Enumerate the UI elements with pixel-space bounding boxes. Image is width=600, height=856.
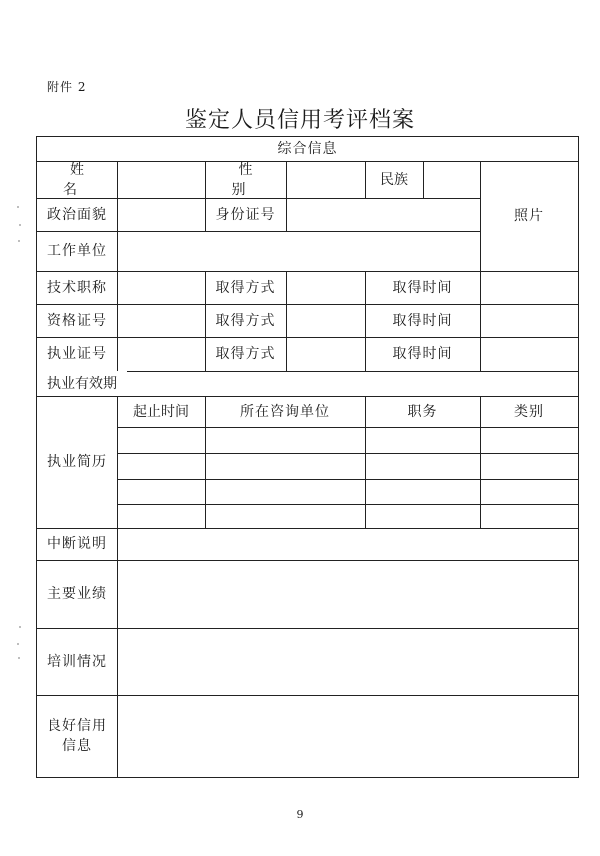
name-value[interactable] [117, 161, 205, 198]
id-number-value[interactable] [286, 198, 480, 231]
main-achievements-value[interactable] [117, 560, 578, 628]
resume-category-cell[interactable] [480, 427, 578, 453]
main-achievements-label: 主要业绩 [47, 586, 107, 602]
resume-position-cell[interactable] [365, 427, 480, 453]
position-header: 职务 [407, 403, 438, 420]
gender-label: 性 别 [231, 161, 267, 198]
obtain-method-label: 取得方式 [215, 279, 276, 296]
qualification-cert-label: 资格证号 [47, 312, 107, 329]
interruption-note-label: 中断说明 [47, 536, 107, 552]
binding-mark [19, 626, 21, 628]
credit-evaluation-form [36, 136, 579, 778]
ethnicity-value[interactable] [423, 161, 480, 198]
binding-mark [18, 657, 20, 659]
resume-unit-cell[interactable] [205, 479, 365, 504]
good-credit-value[interactable] [117, 695, 578, 777]
practice-resume-label: 执业简历 [47, 454, 107, 470]
obtain-method-value[interactable] [286, 271, 365, 304]
resume-position-cell[interactable] [365, 453, 480, 479]
resume-unit-cell[interactable] [205, 453, 365, 479]
resume-time-cell[interactable] [117, 479, 205, 504]
document-title: 鉴定人员信用考评档案 [184, 108, 415, 133]
name-label: 姓 名 [63, 161, 98, 198]
binding-mark [17, 206, 19, 208]
technical-title-value[interactable] [117, 271, 205, 304]
id-number-label: 身份证号 [215, 206, 276, 223]
resume-unit-cell[interactable] [205, 504, 365, 528]
resume-time-cell[interactable] [117, 504, 205, 528]
resume-unit-cell[interactable] [205, 427, 365, 453]
gender-value[interactable] [286, 161, 365, 198]
employer-value[interactable] [117, 231, 480, 271]
binding-mark [17, 643, 19, 645]
page-number: 9 [296, 808, 304, 821]
obtain-method-value[interactable] [286, 337, 365, 371]
resume-position-cell[interactable] [365, 479, 480, 504]
obtain-time-value[interactable] [480, 304, 578, 337]
obtain-time-value[interactable] [480, 271, 578, 304]
political-status-label: 政治面貌 [47, 206, 107, 223]
qualification-cert-value[interactable] [117, 304, 205, 337]
technical-title-label: 技术职称 [47, 279, 107, 296]
resume-category-cell[interactable] [480, 453, 578, 479]
binding-mark [18, 240, 20, 242]
practice-validity-value[interactable] [127, 371, 578, 396]
resume-category-cell[interactable] [480, 479, 578, 504]
practice-validity-label: 执业有效期 [37, 371, 127, 396]
obtain-method-label: 取得方式 [215, 312, 276, 329]
employer-label: 工作单位 [47, 243, 107, 259]
training-label: 培训情况 [47, 653, 107, 670]
practice-cert-value[interactable] [117, 337, 205, 371]
obtain-time-value[interactable] [480, 337, 578, 371]
obtain-method-value[interactable] [286, 304, 365, 337]
obtain-time-label: 取得时间 [392, 279, 453, 296]
start-end-time-header: 起止时间 [133, 403, 189, 420]
interruption-note-value[interactable] [117, 528, 578, 560]
training-value[interactable] [117, 628, 578, 695]
obtain-time-label: 取得时间 [392, 312, 453, 329]
consulting-unit-header: 所在咨询单位 [240, 403, 330, 420]
attachment-label: 附件 2 [47, 80, 87, 94]
section-title: 综合信息 [277, 141, 338, 157]
resume-time-cell[interactable] [117, 427, 205, 453]
obtain-time-label: 取得时间 [392, 346, 453, 362]
practice-cert-label: 执业证号 [47, 346, 107, 362]
resume-time-cell[interactable] [117, 453, 205, 479]
obtain-method-label: 取得方式 [215, 346, 276, 362]
category-header: 类别 [514, 403, 544, 420]
binding-mark [19, 224, 21, 226]
ethnicity-label: 民族 [380, 171, 408, 188]
political-status-value[interactable] [117, 198, 205, 231]
photo-placeholder[interactable]: 照片 [514, 208, 544, 224]
resume-category-cell[interactable] [480, 504, 578, 528]
good-credit-label: 良好信用 信息 [47, 718, 107, 754]
resume-position-cell[interactable] [365, 504, 480, 528]
